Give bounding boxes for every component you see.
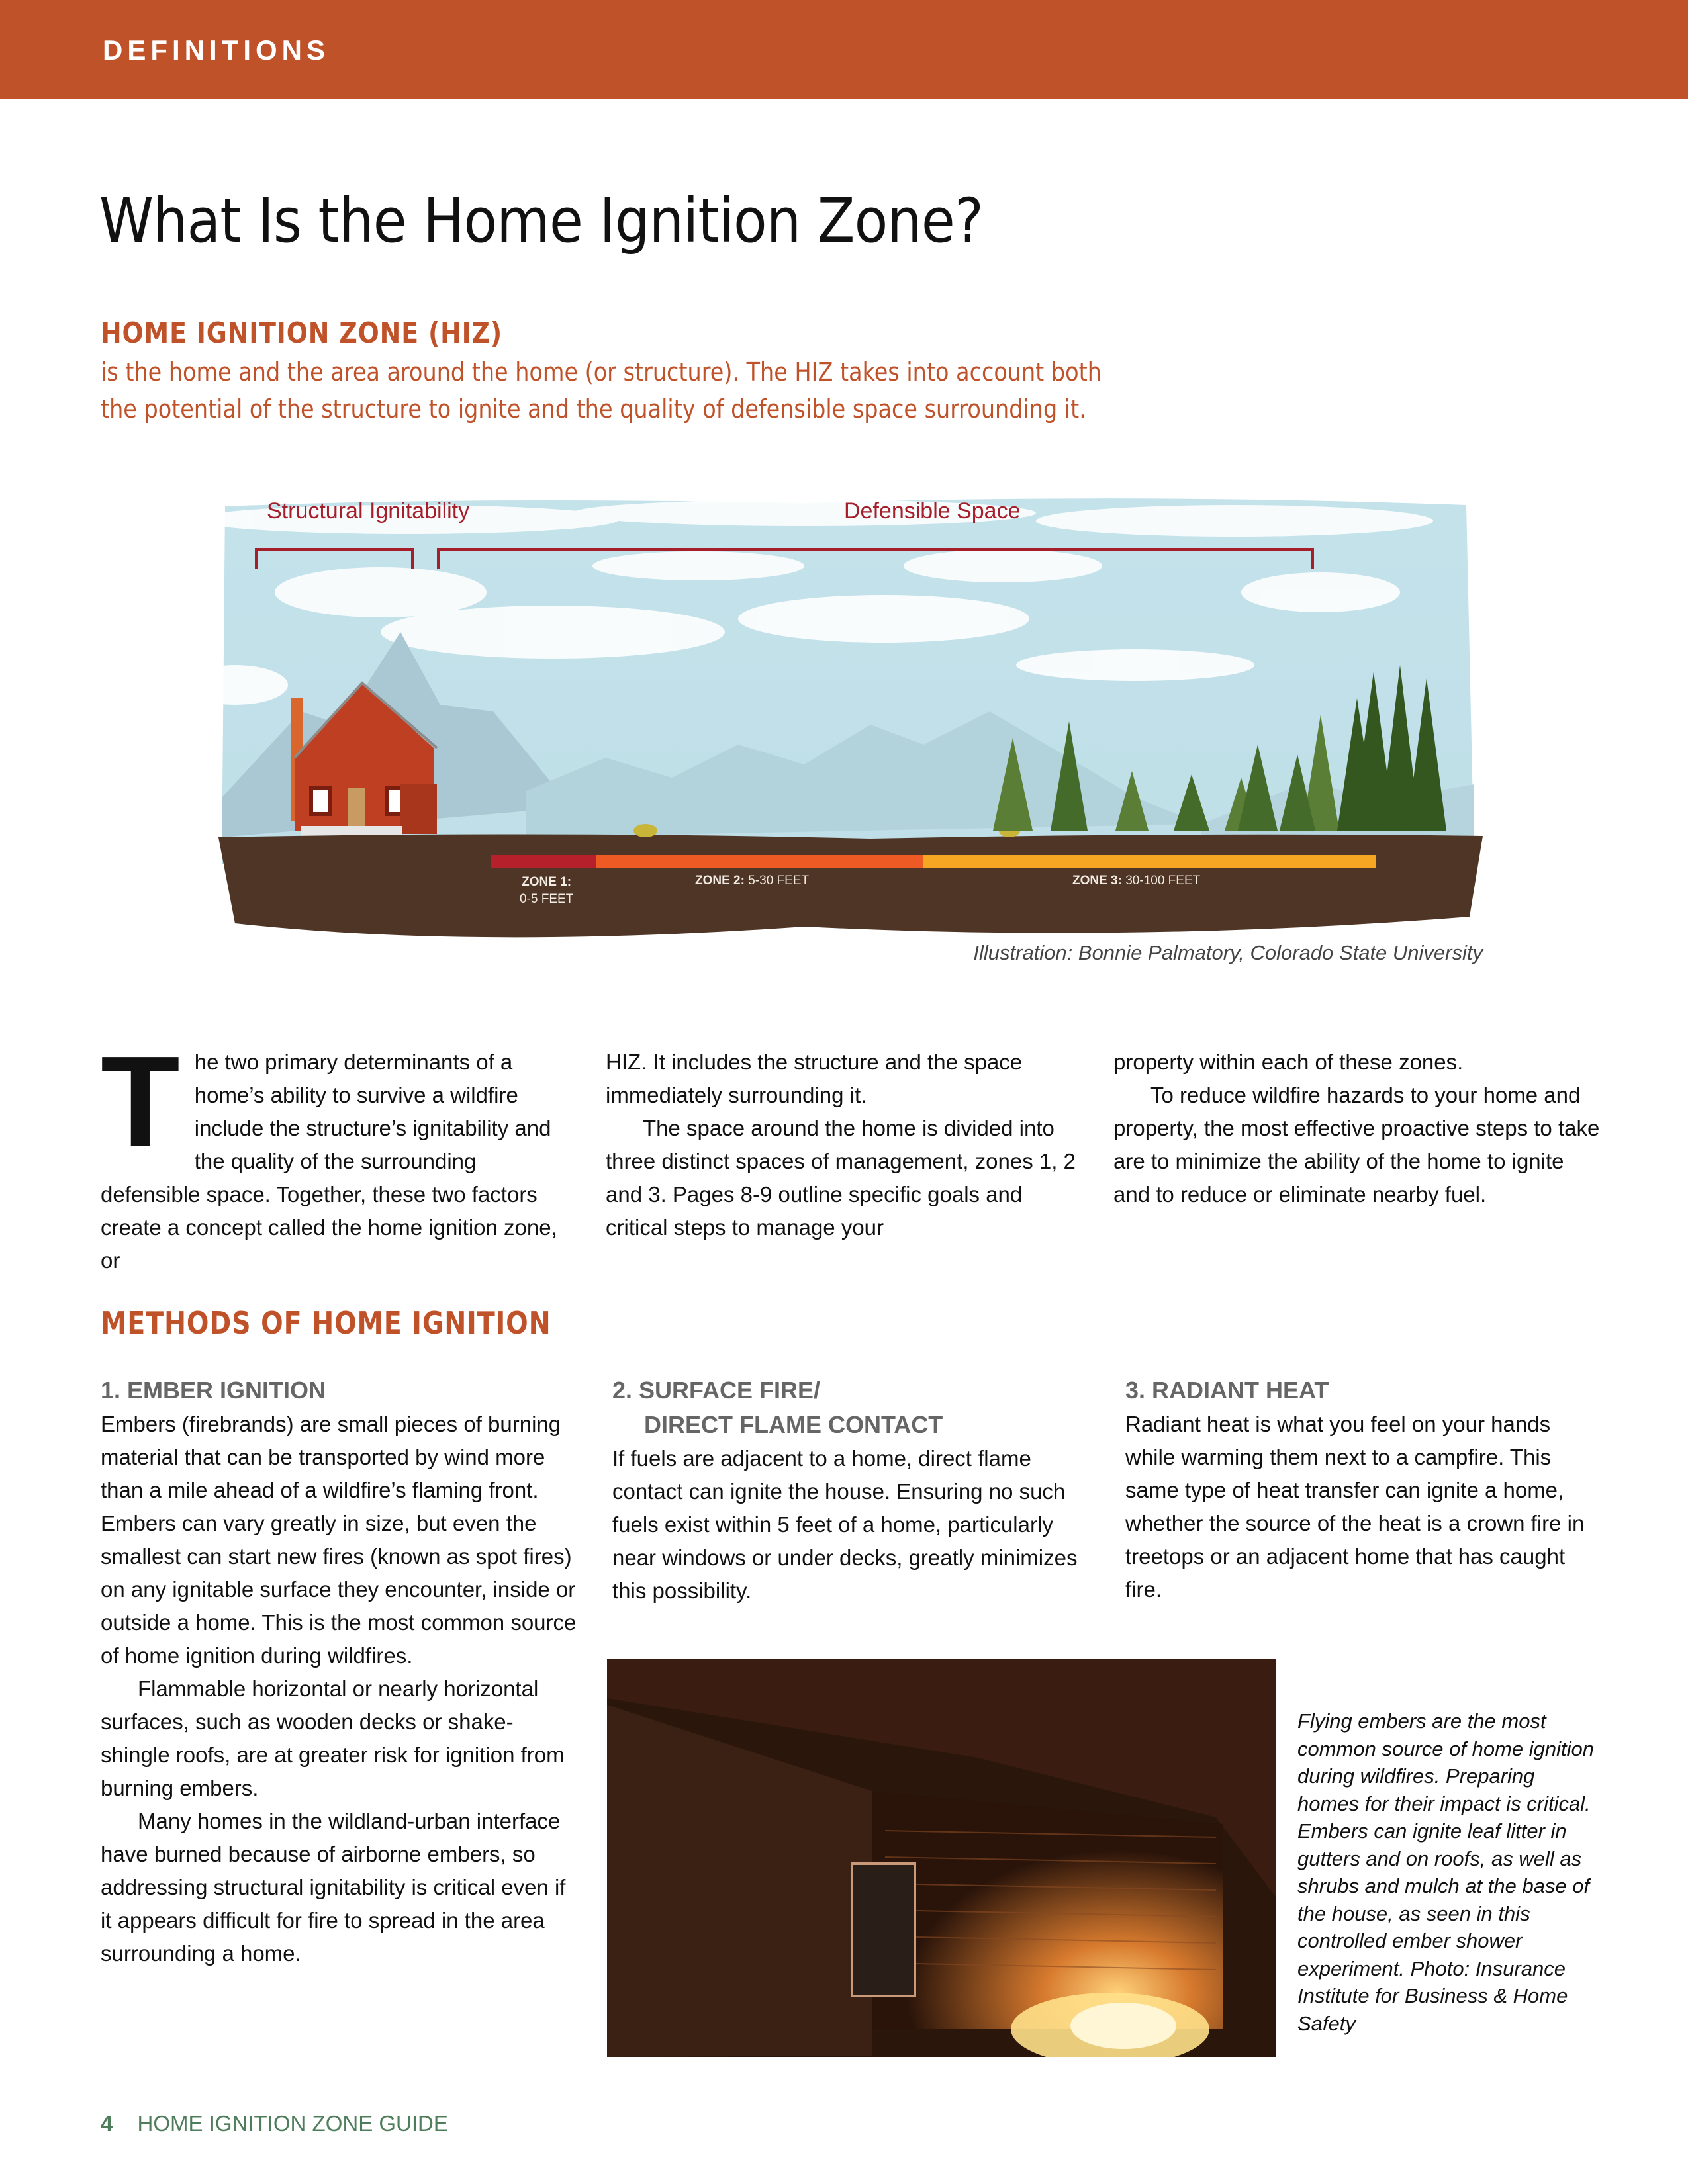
method-title: 3. RADIANT HEAT: [1125, 1377, 1329, 1404]
intro-paragraph: HIZ. It includes the structure and the space immediately surrounding it.: [606, 1050, 1023, 1107]
zone-1-bar: [491, 855, 596, 868]
method-paragraph: Embers (firebrands) are small pieces of burning material that can be transported by wind more than a mile ahead of a wildfire’s flaming front. Embers can vary greatly in size, but even the smallest can start new fires (known as spot fires) on any ignitable surface they encounter, inside or outside a home. This is the most common source of home ignition during wildfires.: [101, 1412, 577, 1668]
zone-3-bar: [923, 855, 1376, 868]
photo-caption: Flying embers are the most common source of home ignition during wildfires. Preparing homes for their impact is critical. Embers can ignite leaf litter in gutters and on roofs, as well as shrubs and mulch at the base of the house, as seen in this controlled ember shower experiment. Photo: Insurance Institute for Business & Home Safety: [1297, 1709, 1595, 2035]
page-footer: [101, 2111, 448, 2136]
method-paragraph: Radiant heat is what you feel on your hands while warming them next to a campfire. This same type of heat transfer can ignite a home, whether the source of the heat is a crown fire in treetops or an adjacent home that has caught fire.: [1125, 1412, 1585, 1602]
intro-paragraph: To reduce wildfire hazards to your home and property, the most effective proactive steps to take are to minimize the ability of the home to ignite and to reduce or eliminate nearby fuel.: [1113, 1083, 1600, 1206]
zone-1-label: ZONE 1: 0-5 FEET: [520, 875, 574, 906]
zone-2-bar: [596, 855, 923, 868]
method-paragraph: If fuels are adjacent to a home, direct flame contact can ignite the house. Ensuring no such fuels exist within 5 feet of a home, particularly near windows or under decks, greatly minimizes this possibility.: [612, 1446, 1078, 1603]
home-ignition-zone-illustration: [209, 493, 1493, 940]
structural-ignitability-label: Structural Ignitability: [267, 498, 470, 523]
intro-column-3: [1113, 1046, 1603, 1211]
hiz-definition-line: the potential of the structure to ignite and the quality of defensible space surrounding it.: [101, 394, 1086, 424]
page-number: 4: [101, 2111, 113, 2136]
method-title-continued: DIRECT FLAME CONTACT: [644, 1411, 943, 1438]
intro-column-1: [101, 1029, 577, 1277]
zone-2-label: ZONE 2: 5-30 FEET: [695, 874, 810, 887]
drop-cap: T: [101, 1029, 180, 1174]
hiz-term-heading: HOME IGNITION ZONE (HIZ): [101, 316, 503, 350]
method-surface-fire: [612, 1373, 1089, 1608]
page-title: What Is the Home Ignition Zone?: [99, 185, 984, 256]
methods-heading: METHODS OF HOME IGNITION: [101, 1305, 551, 1341]
illustration-credit: Illustration: Bonnie Palmatory, Colorado State University: [973, 941, 1483, 964]
guide-title: HOME IGNITION ZONE GUIDE: [137, 2111, 448, 2136]
ember-shower-photo: [607, 1659, 1276, 2057]
section-label: DEFINITIONS: [103, 34, 330, 66]
method-paragraph: Flammable horizontal or nearly horizontal surfaces, such as wooden decks or shake-shingle roofs, are at greater risk for ignition from burning embers.: [101, 1676, 565, 1800]
intro-text: he two primary determinants of a home’s ability to survive a wildfire include the structure’s ignitability and the quality of the surrounding defensible space. Together, these two factors create a concept called the home ignition zone, or: [101, 1050, 557, 1273]
zone-3-label: ZONE 3: 30-100 FEET: [1072, 874, 1201, 887]
intro-column-2: [606, 1046, 1082, 1244]
method-paragraph: Many homes in the wildland-urban interface have burned because of airborne embers, so addressing structural ignitability is critical even if it appears difficult for fire to spread in the area surrounding a home.: [101, 1809, 566, 1966]
method-title: 2. SURFACE FIRE/: [612, 1377, 821, 1404]
hiz-definition-line: is the home and the area around the home (or structure). The HIZ takes into account both: [101, 357, 1102, 387]
hiz-definition: [101, 353, 1207, 428]
intro-paragraph: The space around the home is divided into three distinct spaces of management, zones 1, 2 and 3. Pages 8-9 outline specific goals and critical steps to manage your: [606, 1116, 1076, 1240]
method-title: 1. EMBER IGNITION: [101, 1377, 326, 1404]
defensible-space-label: Defensible Space: [844, 498, 1021, 523]
method-radiant-heat: [1125, 1373, 1602, 1606]
method-ember-ignition: [101, 1373, 577, 1970]
intro-paragraph: property within each of these zones.: [1113, 1050, 1464, 1074]
